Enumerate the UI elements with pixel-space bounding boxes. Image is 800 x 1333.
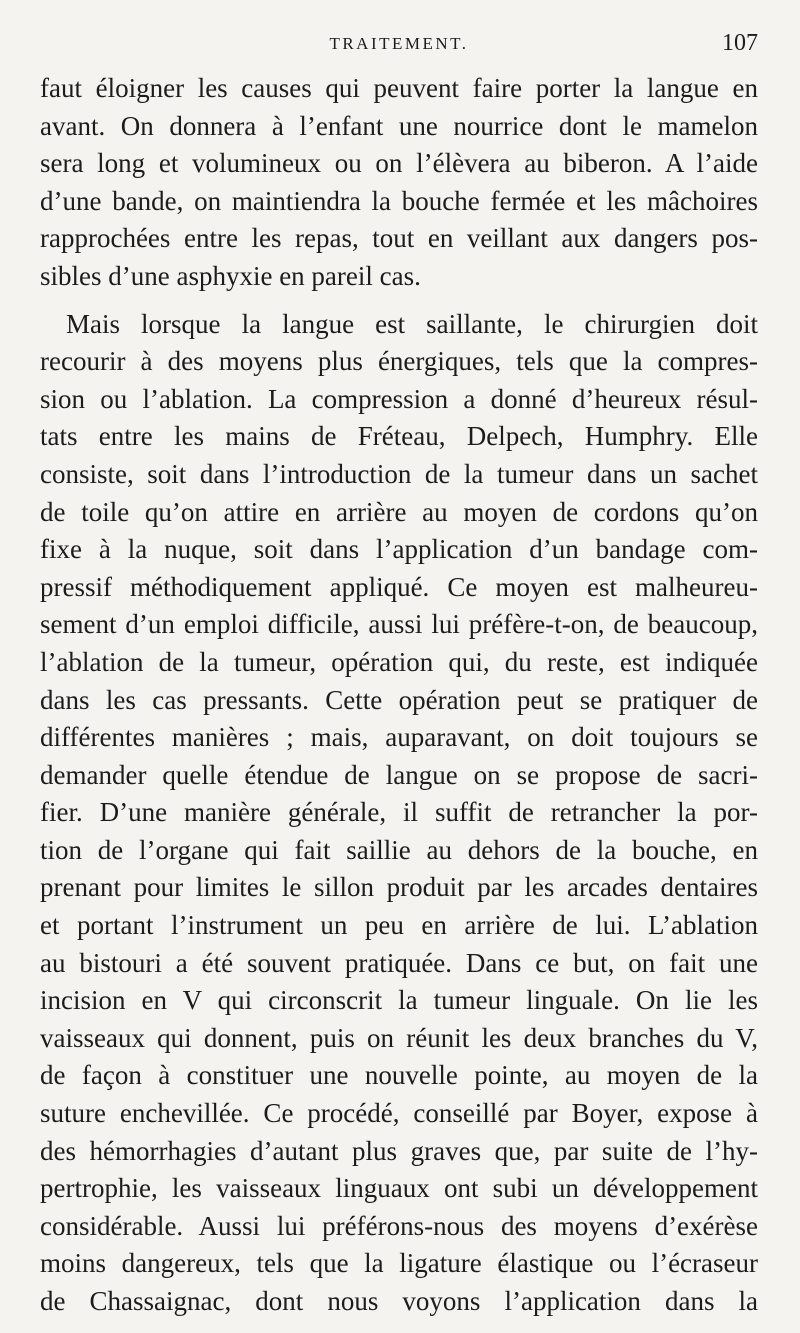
text-line: tats entre les mains de Fréteau, Delpech, Humphry. Elle [40, 421, 758, 452]
text-line: tion de l’organe qui fait saillie au dehors de la bouche, en [40, 834, 758, 865]
body-text [40, 70, 758, 1321]
paragraph-2 [40, 306, 758, 1321]
text-line: incision en V qui circonscrit la tumeur linguale. On lie les [40, 985, 758, 1016]
page-number: 107 [722, 30, 758, 56]
text-line: de façon à constituer une nouvelle pointe, au moyen de la [40, 1060, 758, 1091]
text-line: Mais lorsque la langue est saillante, le chirurgien doit [66, 308, 758, 339]
text-line: considérable. Aussi lui préférons-nous des moyens d’exérèse [40, 1210, 758, 1241]
text-line: suture enchevillée. Ce procédé, conseillé par Boyer, expose à [40, 1098, 758, 1129]
text-line: sera long et volumineux ou on l’élèvera au biberon. A l’aide [40, 148, 758, 179]
paragraph-1 [40, 70, 758, 296]
text-line: de toile qu’on attire en arrière au moyen de cordons qu’on [40, 496, 758, 527]
text-line: sion ou l’ablation. La compression a donné d’heureux résul- [40, 383, 758, 414]
text-line: vaisseaux qui donnent, puis on réunit les deux branches du V, [40, 1022, 758, 1053]
text-line: d’une bande, on maintiendra la bouche fermée et les mâchoires [40, 185, 758, 216]
page-header [40, 30, 758, 64]
text-line: avant. On donnera à l’enfant une nourrice dont le mamelon [40, 110, 758, 141]
text-line: sibles d’une asphyxie en pareil cas. [40, 260, 421, 291]
text-line: recourir à des moyens plus énergiques, tels que la compres- [40, 346, 758, 377]
text-line: sement d’un emploi difficile, aussi lui préfère-t-on, de beaucoup, [40, 609, 758, 640]
text-line: rapprochées entre les repas, tout en veillant aux dangers pos- [40, 223, 758, 254]
text-line: moins dangereux, tels que la ligature élastique ou l’écraseur [40, 1248, 758, 1279]
text-line: fixe à la nuque, soit dans l’application d’un bandage com- [40, 534, 758, 565]
text-line: au bistouri a été souvent pratiquée. Dans ce but, on fait une [40, 947, 758, 978]
text-line: l’ablation de la tumeur, opération qui, du reste, est indiquée [40, 646, 758, 677]
text-line: de Chassaignac, dont nous voyons l’application dans la [40, 1286, 758, 1316]
text-line: pertrophie, les vaisseaux linguaux ont subi un développement [40, 1173, 758, 1204]
text-line: des hémorrhagies d’autant plus graves que, par suite de l’hy- [40, 1135, 758, 1166]
text-line: consiste, soit dans l’introduction de la tumeur dans un sachet [40, 458, 758, 489]
text-line: dans les cas pressants. Cette opération peut se pratiquer de [40, 684, 758, 715]
text-line: pressif méthodiquement appliqué. Ce moyen est malheureu- [40, 571, 758, 602]
text-line: et portant l’instrument un peu en arrière de lui. L’ablation [40, 910, 758, 941]
text-line: fier. D’une manière générale, il suffit de retrancher la por- [40, 797, 758, 828]
running-title: TRAITEMENT. [329, 34, 469, 53]
text-line: demander quelle étendue de langue on se propose de sacri- [40, 759, 758, 790]
text-line: différentes manières ; mais, auparavant, on doit toujours se [40, 722, 758, 753]
text-line: prenant pour limites le sillon produit par les arcades dentaires [40, 872, 758, 903]
text-line: faut éloigner les causes qui peuvent faire porter la langue en [40, 73, 758, 103]
